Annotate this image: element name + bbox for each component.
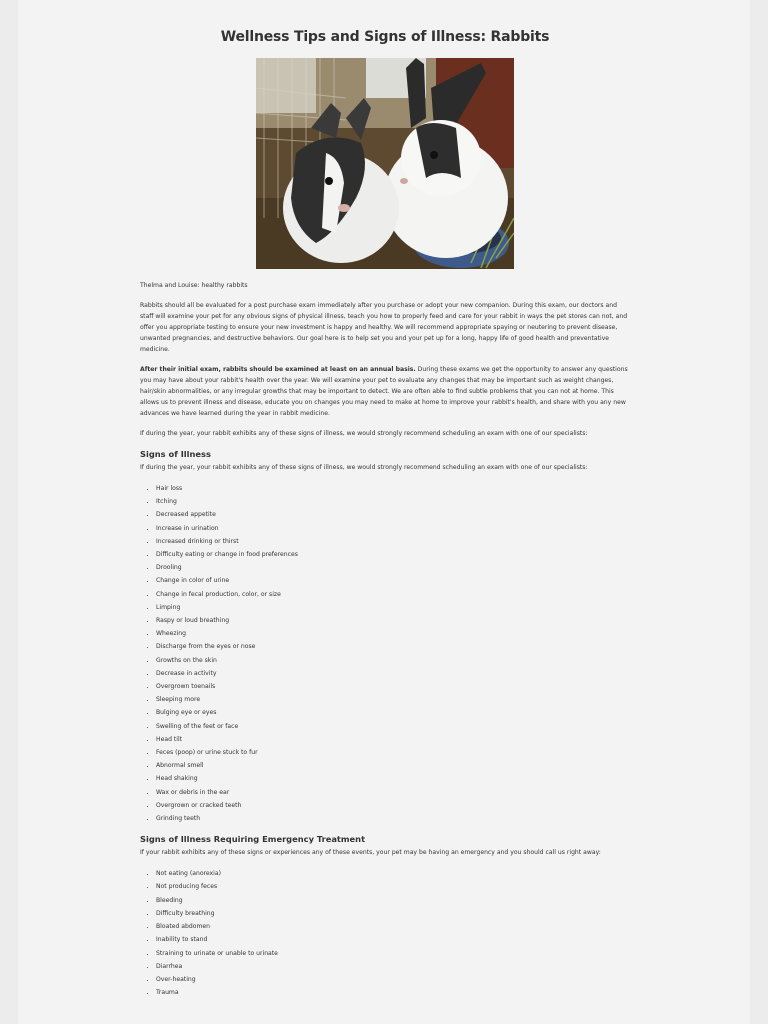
list-item: • Head shaking [156, 772, 630, 785]
list-item: • Overgrown toenails [156, 680, 630, 693]
list-item: • Increase in urination [156, 522, 630, 535]
list-item: • Decrease in activity [156, 667, 630, 680]
photo-caption: Thelma and Louise: healthy rabbits [140, 282, 248, 289]
list-item: • Not eating (anorexia) [156, 867, 630, 880]
list-item: • Feces (poop) or urine stuck to fur [156, 746, 630, 759]
page-title: Wellness Tips and Signs of Illness: Rabbits [220, 29, 550, 45]
list-item: • Straining to urinate or unable to urinate [156, 947, 630, 960]
rabbits-photo [256, 58, 514, 269]
annual-exam-paragraph [140, 364, 630, 419]
list-item: • Change in fecal production, color, or size [156, 588, 630, 601]
list-item: • Inability to stand [156, 933, 630, 946]
list-item: • Swelling of the feet or face [156, 720, 630, 733]
annual-exam-bold: After their initial exam, rabbits should be examined at least on an annual basis. [140, 366, 416, 373]
list-item: • Wax or debris in the ear [156, 786, 630, 799]
list-item: • Grinding teeth [156, 812, 630, 825]
list-item: • Trauma [156, 986, 630, 999]
list-item: • Itching [156, 495, 630, 508]
list-item: • Decreased appetite [156, 508, 630, 521]
list-item: • Limping [156, 601, 630, 614]
list-item: • Over-heating [156, 973, 630, 986]
emergency-list [140, 867, 630, 999]
article-body [140, 280, 630, 1005]
list-item: • Bulging eye or eyes [156, 706, 630, 719]
list-item: • Hair loss [156, 482, 630, 495]
list-item: • Diarrhea [156, 960, 630, 973]
signs-intro: If during the year, your rabbit exhibits any of these signs of illness, we would strongly recommend scheduling an exam with one of our specialists: [140, 464, 588, 471]
list-item: • Not producing feces [156, 880, 630, 893]
list-item: • Drooling [156, 561, 630, 574]
list-item: • Discharge from the eyes or nose [156, 640, 630, 653]
list-item: • Growths on the skin [156, 654, 630, 667]
list-item: • Wheezing [156, 627, 630, 640]
list-item: • Head tilt [156, 733, 630, 746]
emergency-heading: Signs of Illness Requiring Emergency Treatment [140, 834, 366, 845]
annual-exam-text: During these exams we get the opportunity to answer any questions you may have about your rabbit's health over the year. We will examine your pet to evaluate any changes that may be important such as weight changes, hair/skin abnormalities, or any irregular growths that may be important to detect. We are often able to find subtle problems that you can not at home. This allows us to prevent illness and disease, educate you on changes you may need to make at home to improve your rabbit's health, and share with you any new advances we have learned during the year in rabbit medicine. [140, 366, 628, 417]
list-item: • Abnormal smell [156, 759, 630, 772]
recommend-paragraph: If during the year, your rabbit exhibits any of these signs of illness, we would strongly recommend scheduling an exam with one of our specialists: [140, 430, 588, 437]
intro-paragraph: Rabbits should all be evaluated for a post purchase exam immediately after you purchase or adopt your new companion. During this exam, our doctors and staff will examine your pet for any obvious signs of physical illness, teach you how to properly feed and care for your rabbit in ways the pet stores can not, and offer you appropriate testing to ensure your new investment is happy and healthy. We will recommend appropriate spaying or neutering to prevent disease, unwanted pregnancies, and destructive behaviors. Our goal here is to help set you and your pet up for a long, happy life of good health and preventative medicine. [140, 302, 628, 353]
list-item: • Difficulty eating or change in food preferences [156, 548, 630, 561]
list-item: • Raspy or loud breathing [156, 614, 630, 627]
list-item: • Bleeding [156, 894, 630, 907]
signs-list [140, 482, 630, 825]
list-item: • Bloated abdomen [156, 920, 630, 933]
list-item: • Sleeping more [156, 693, 630, 706]
emergency-intro: If your rabbit exhibits any of these signs or experiences any of these events, your pet may be having an emergency and you should call us right away: [140, 849, 601, 857]
list-item: • Difficulty breathing [156, 907, 630, 920]
signs-heading: Signs of Illness [140, 449, 211, 459]
list-item: • Change in color of urine [156, 574, 630, 587]
list-item: • Overgrown or cracked teeth [156, 799, 630, 812]
list-item: • Increased drinking or thirst [156, 535, 630, 548]
page-container [18, 0, 750, 1024]
